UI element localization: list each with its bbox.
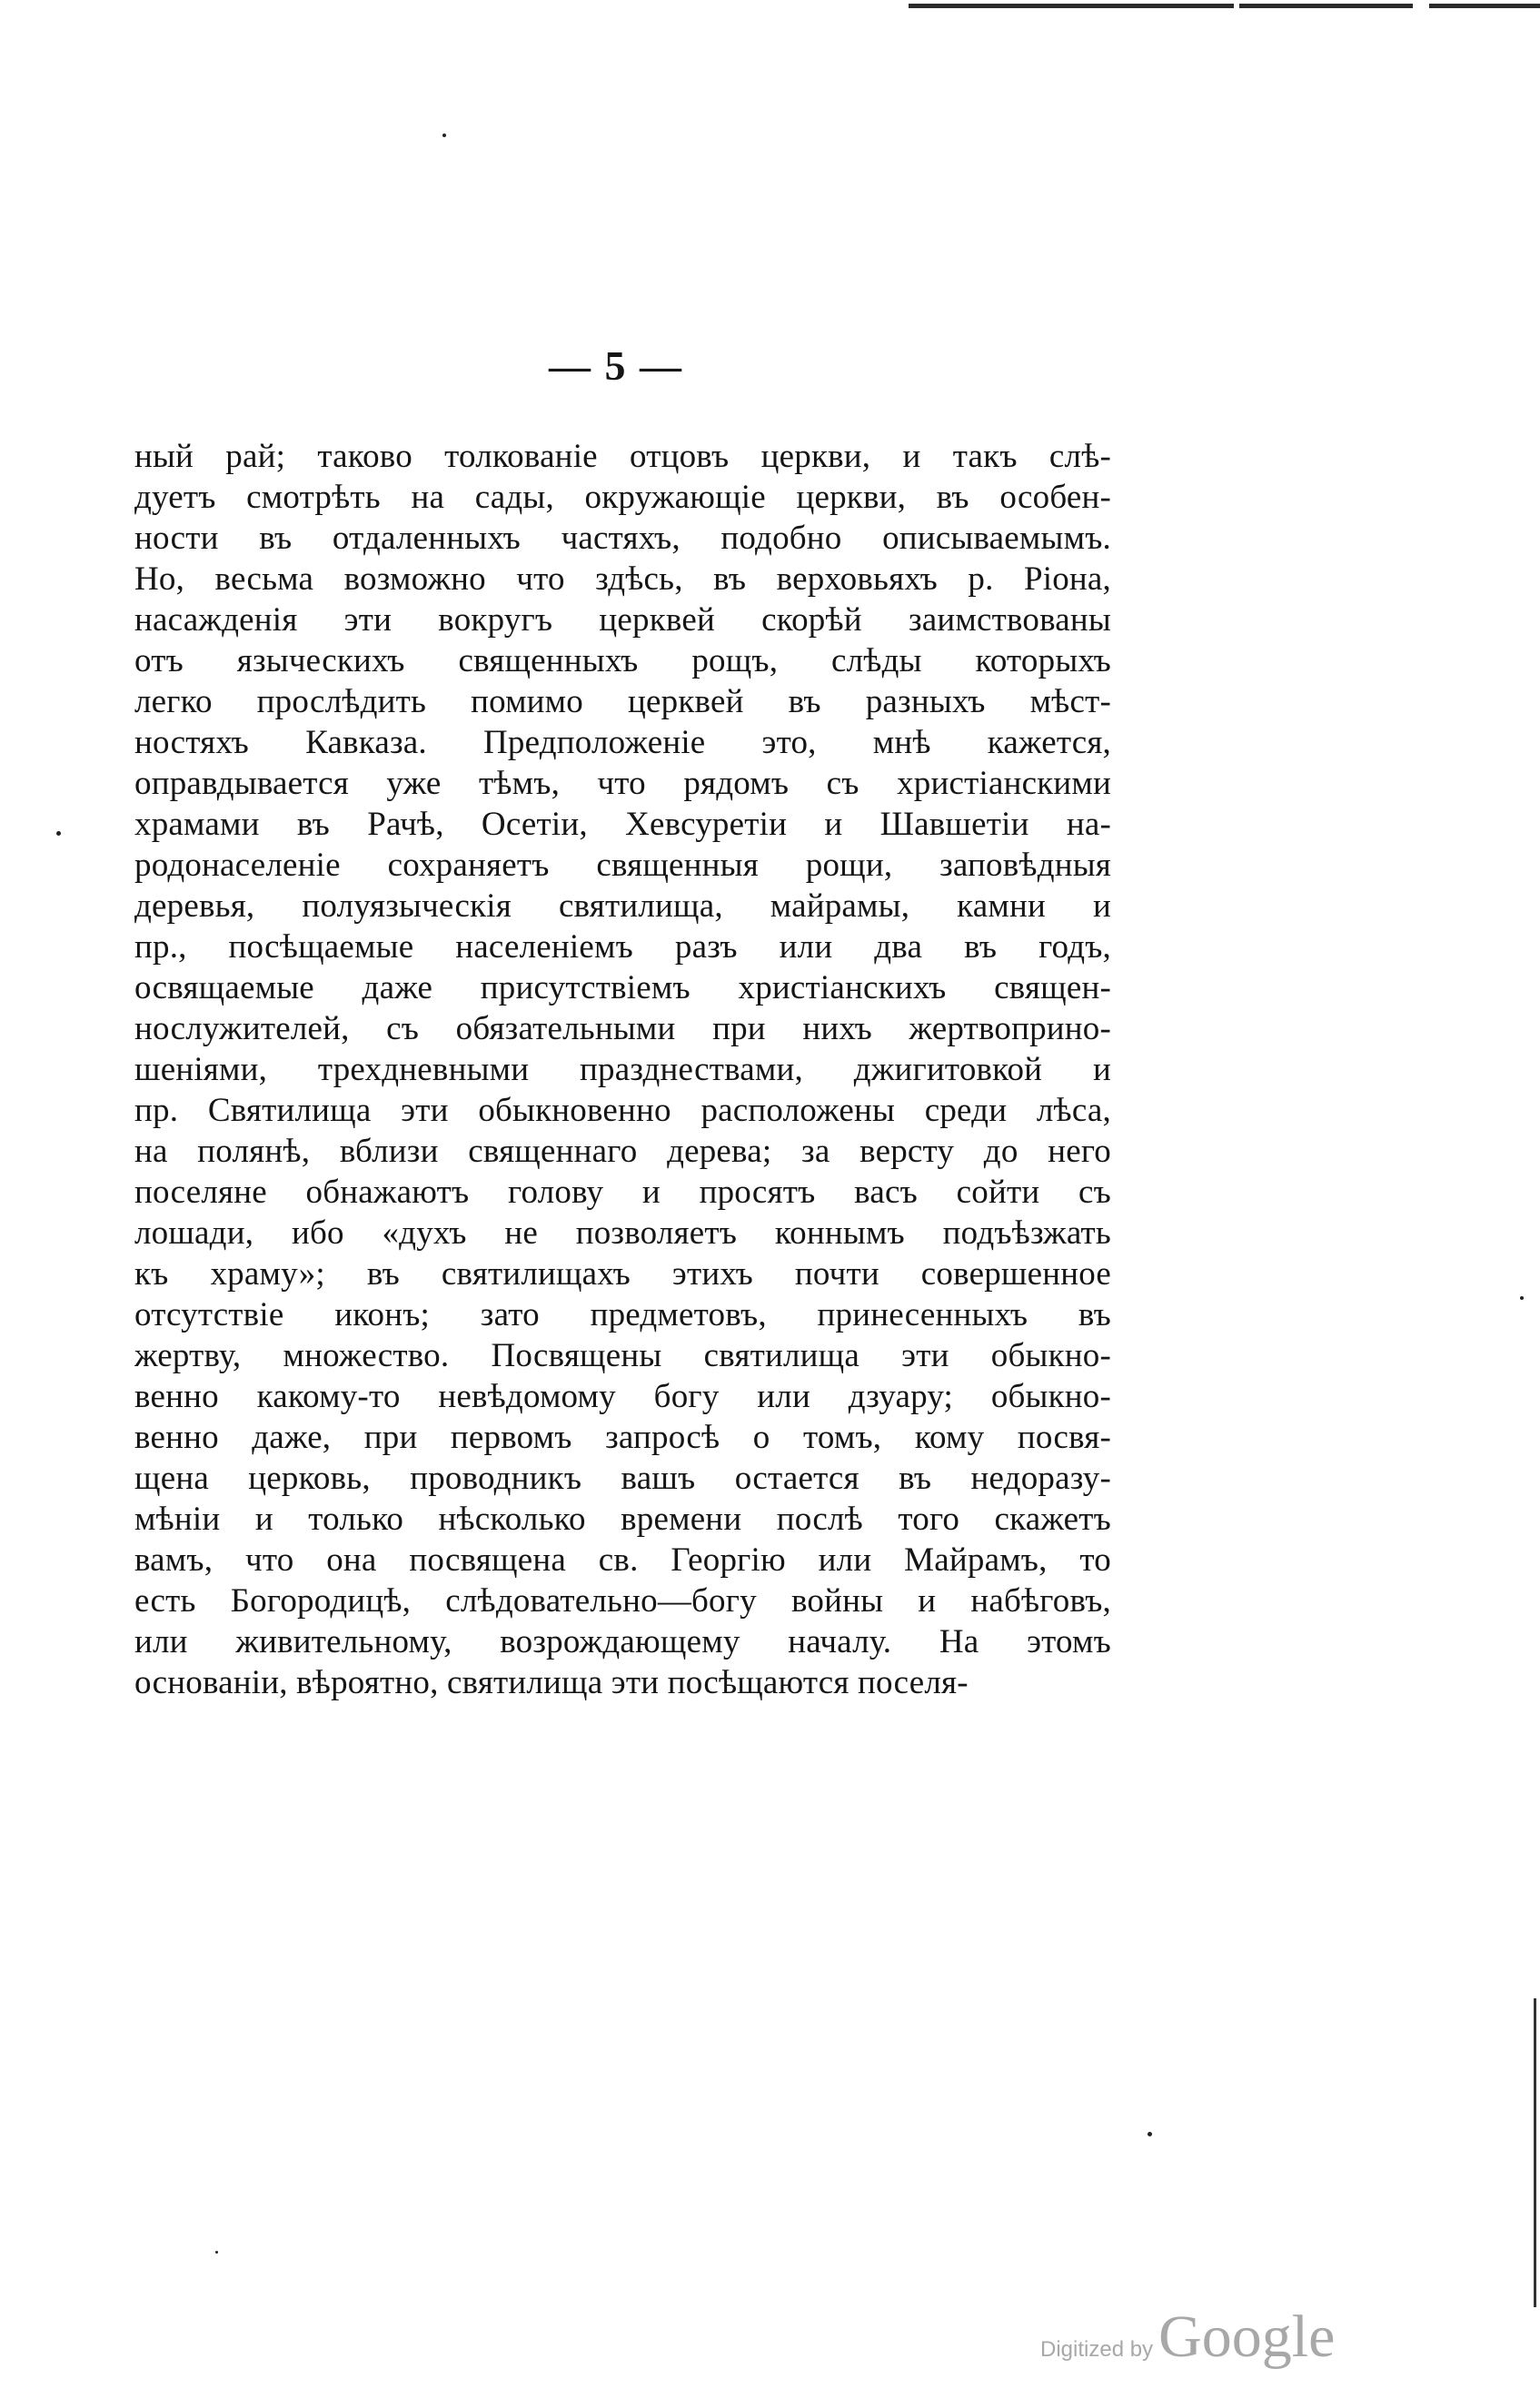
top-edge-rule bbox=[909, 4, 1540, 8]
text-line: Но, весьма возможно что здѣсь, въ верховьяхъ р. Ріона, bbox=[134, 560, 1111, 598]
text-line: къ храму»; въ святилищахъ этихъ почти совершенное bbox=[134, 1255, 1111, 1293]
text-line: есть Богородицѣ, слѣдовательно—богу войны и набѣговъ, bbox=[134, 1582, 1111, 1620]
text-line: насажденія эти вокругъ церквей скорѣй заимствованы bbox=[134, 601, 1111, 639]
text-line: храмами въ Рачѣ, Осетіи, Хевсуретіи и Шавшетіи на- bbox=[134, 806, 1111, 843]
text-line: освящаемые даже присутствіемъ христіанскихъ священ- bbox=[134, 969, 1111, 1006]
text-line: ностяхъ Кавказа. Предположеніе это, мнѣ кажется, bbox=[134, 724, 1111, 761]
text-line: легко прослѣдить помимо церквей въ разныхъ мѣст- bbox=[134, 683, 1111, 720]
scan-speck bbox=[442, 134, 446, 137]
text-line: отъ языческихъ священныхъ рощъ, слѣды которыхъ bbox=[134, 642, 1111, 679]
text-line: родонаселеніе сохраняетъ священныя рощи, заповѣдныя bbox=[134, 847, 1111, 884]
text-line: венно даже, при первомъ запросѣ о томъ, кому посвя- bbox=[134, 1419, 1111, 1456]
text-line: основаніи, вѣроятно, святилища эти посѣщаются поселя- bbox=[134, 1664, 969, 1701]
text-line: мѣніи и только нѣсколько времени послѣ того скажетъ bbox=[134, 1501, 1111, 1538]
text-line: вамъ, что она посвящена св. Георгію или Майрамъ, то bbox=[134, 1541, 1111, 1579]
page-number: — 5 — bbox=[549, 342, 683, 389]
page-edge-shadow bbox=[1534, 1998, 1536, 2307]
text-line: поселяне обнажаютъ голову и просятъ васъ сойти съ bbox=[134, 1174, 1111, 1211]
text-line: шеніями, трехдневными празднествами, джигитовкой и bbox=[134, 1051, 1111, 1088]
text-line: дуетъ смотрѣть на сады, окружающіе церкви, въ особен- bbox=[134, 479, 1111, 516]
google-logo-text: Google bbox=[1158, 2304, 1336, 2370]
text-line: ности въ отдаленныхъ частяхъ, подобно описываемымъ. bbox=[134, 520, 1111, 557]
text-line: венно какому-то невѣдомому богу или дзуару; обыкно- bbox=[134, 1378, 1111, 1415]
scan-speck bbox=[1520, 1296, 1524, 1300]
body-text bbox=[134, 436, 1111, 1703]
top-edge-rule-gap bbox=[1413, 3, 1429, 9]
text-line: пр., посѣщаемые населеніемъ разъ или два въ годъ, bbox=[134, 928, 1111, 966]
text-line: лошади, ибо «духъ не позволяетъ коннымъ подъѣзжать bbox=[134, 1214, 1111, 1252]
scan-speck bbox=[215, 2251, 218, 2254]
text-line: оправдывается уже тѣмъ, что рядомъ съ христіанскими bbox=[134, 765, 1111, 802]
text-line: щена церковь, проводникъ вашъ остается въ недоразу- bbox=[134, 1460, 1111, 1497]
text-line: или живительному, возрождающему началу. На этомъ bbox=[134, 1623, 1111, 1660]
text-line: жертву, множество. Посвящены святилища эти обыкно- bbox=[134, 1337, 1111, 1374]
text-line: на полянѣ, вблизи священнаго дерева; за версту до него bbox=[134, 1133, 1111, 1170]
top-edge-rule-gap bbox=[1234, 3, 1239, 9]
text-line: пр. Святилища эти обыкновенно расположены среди лѣса, bbox=[134, 1092, 1111, 1129]
text-line: отсутствіе иконъ; зато предметовъ, принесенныхъ въ bbox=[134, 1296, 1111, 1333]
text-line: деревья, полуязыческія святилища, майрамы, камни и bbox=[134, 887, 1111, 925]
text-line: нослужителей, съ обязательными при нихъ жертвоприно- bbox=[134, 1010, 1111, 1047]
google-watermark bbox=[1040, 2303, 1367, 2375]
scan-speck bbox=[56, 831, 61, 836]
scan-speck bbox=[1148, 2132, 1152, 2136]
text-line: ный рай; таково толкованіе отцовъ церкви, и такъ слѣ- bbox=[134, 438, 1111, 475]
watermark-prefix: Digitized by bbox=[1040, 2337, 1154, 2362]
